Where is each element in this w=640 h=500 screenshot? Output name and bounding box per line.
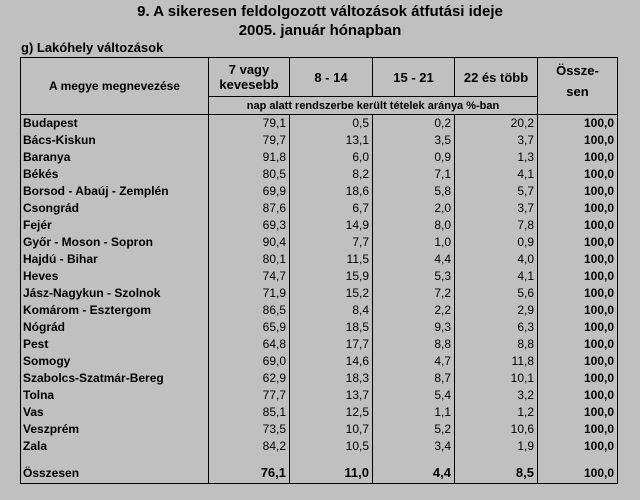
value-total: 100,0 bbox=[538, 353, 618, 370]
table-row bbox=[21, 149, 618, 166]
value-c4: 5,7 bbox=[455, 183, 538, 200]
value-total: 100,0 bbox=[538, 302, 618, 319]
value-total: 100,0 bbox=[538, 438, 618, 455]
value-c3: 5,4 bbox=[373, 387, 455, 404]
value-c2: 13,1 bbox=[290, 132, 373, 149]
value-c2: 10,7 bbox=[290, 421, 373, 438]
value-c1: 91,8 bbox=[209, 149, 290, 166]
value-c2: 6,7 bbox=[290, 200, 373, 217]
county-name: Heves bbox=[21, 268, 209, 285]
value-c1: 69,0 bbox=[209, 353, 290, 370]
county-name: Pest bbox=[21, 336, 209, 353]
total-c3: 4,4 bbox=[373, 463, 455, 484]
value-c2: 15,2 bbox=[290, 285, 373, 302]
data-table bbox=[20, 57, 618, 484]
value-c3: 0,9 bbox=[373, 149, 455, 166]
county-name: Komárom - Esztergom bbox=[21, 302, 209, 319]
spacer-row bbox=[21, 455, 618, 463]
table-row bbox=[21, 336, 618, 353]
header-county: A megye megnevezése bbox=[21, 58, 209, 115]
value-total: 100,0 bbox=[538, 217, 618, 234]
county-name: Csongrád bbox=[21, 200, 209, 217]
header-7-line1: 7 vagy bbox=[228, 62, 270, 77]
table-row bbox=[21, 200, 618, 217]
table-row bbox=[21, 353, 618, 370]
value-c2: 18,3 bbox=[290, 370, 373, 387]
value-c1: 73,5 bbox=[209, 421, 290, 438]
spacer-cell bbox=[21, 455, 209, 463]
value-c2: 8,4 bbox=[290, 302, 373, 319]
value-c2: 6,0 bbox=[290, 149, 373, 166]
value-c2: 0,5 bbox=[290, 115, 373, 133]
value-c4: 4,1 bbox=[455, 166, 538, 183]
value-c4: 3,7 bbox=[455, 132, 538, 149]
total-c2: 11,0 bbox=[290, 463, 373, 484]
value-total: 100,0 bbox=[538, 387, 618, 404]
header-22-plus: 22 és több bbox=[455, 58, 538, 97]
value-c4: 1,3 bbox=[455, 149, 538, 166]
value-c3: 7,1 bbox=[373, 166, 455, 183]
value-c4: 11,8 bbox=[455, 353, 538, 370]
value-c2: 12,5 bbox=[290, 404, 373, 421]
value-c1: 69,9 bbox=[209, 183, 290, 200]
value-total: 100,0 bbox=[538, 336, 618, 353]
value-c1: 79,1 bbox=[209, 115, 290, 133]
value-c4: 2,9 bbox=[455, 302, 538, 319]
value-c4: 3,2 bbox=[455, 387, 538, 404]
total-c1: 76,1 bbox=[209, 463, 290, 484]
value-total: 100,0 bbox=[538, 132, 618, 149]
value-total: 100,0 bbox=[538, 234, 618, 251]
table-row bbox=[21, 370, 618, 387]
value-c4: 3,7 bbox=[455, 200, 538, 217]
value-total: 100,0 bbox=[538, 149, 618, 166]
value-c4: 4,0 bbox=[455, 251, 538, 268]
value-c3: 3,5 bbox=[373, 132, 455, 149]
header-15-21: 15 - 21 bbox=[373, 58, 455, 97]
value-c3: 9,3 bbox=[373, 319, 455, 336]
spacer-cell bbox=[290, 455, 373, 463]
table-row bbox=[21, 268, 618, 285]
county-name: Zala bbox=[21, 438, 209, 455]
county-name: Tolna bbox=[21, 387, 209, 404]
value-c1: 85,1 bbox=[209, 404, 290, 421]
header-7-line2: kevesebb bbox=[219, 77, 279, 92]
section-label: g) Lakóhely változások bbox=[21, 40, 164, 55]
county-name: Fejér bbox=[21, 217, 209, 234]
total-label: Összesen bbox=[21, 463, 209, 484]
value-c4: 0,9 bbox=[455, 234, 538, 251]
value-c1: 74,7 bbox=[209, 268, 290, 285]
value-total: 100,0 bbox=[538, 404, 618, 421]
value-c4: 6,3 bbox=[455, 319, 538, 336]
table-body bbox=[21, 115, 618, 484]
header-8-14: 8 - 14 bbox=[290, 58, 373, 97]
value-c3: 8,8 bbox=[373, 336, 455, 353]
value-c3: 5,8 bbox=[373, 183, 455, 200]
value-c2: 11,5 bbox=[290, 251, 373, 268]
table-row bbox=[21, 319, 618, 336]
value-total: 100,0 bbox=[538, 421, 618, 438]
value-c4: 1,2 bbox=[455, 404, 538, 421]
county-name: Borsod - Abaúj - Zemplén bbox=[21, 183, 209, 200]
value-c2: 18,6 bbox=[290, 183, 373, 200]
value-total: 100,0 bbox=[538, 251, 618, 268]
value-total: 100,0 bbox=[538, 115, 618, 133]
value-c4: 5,6 bbox=[455, 285, 538, 302]
county-name: Nógrád bbox=[21, 319, 209, 336]
total-c4: 8,5 bbox=[455, 463, 538, 484]
county-name: Győr - Moson - Sopron bbox=[21, 234, 209, 251]
value-c3: 2,2 bbox=[373, 302, 455, 319]
county-name: Szabolcs-Szatmár-Bereg bbox=[21, 370, 209, 387]
value-total: 100,0 bbox=[538, 285, 618, 302]
value-c2: 14,6 bbox=[290, 353, 373, 370]
table-row bbox=[21, 438, 618, 455]
value-c2: 14,9 bbox=[290, 217, 373, 234]
value-c1: 62,9 bbox=[209, 370, 290, 387]
value-c2: 7,7 bbox=[290, 234, 373, 251]
spacer-cell bbox=[455, 455, 538, 463]
table-row bbox=[21, 115, 618, 133]
value-c1: 80,5 bbox=[209, 166, 290, 183]
value-c1: 86,5 bbox=[209, 302, 290, 319]
value-total: 100,0 bbox=[538, 319, 618, 336]
header-total bbox=[538, 58, 618, 115]
value-c3: 4,4 bbox=[373, 251, 455, 268]
value-c4: 20,2 bbox=[455, 115, 538, 133]
header-7-or-less bbox=[209, 58, 290, 97]
value-c3: 0,2 bbox=[373, 115, 455, 133]
spacer-cell bbox=[373, 455, 455, 463]
table-row bbox=[21, 421, 618, 438]
total-sum: 100,0 bbox=[538, 463, 618, 484]
value-c1: 79,7 bbox=[209, 132, 290, 149]
county-name: Bács-Kiskun bbox=[21, 132, 209, 149]
value-c1: 90,4 bbox=[209, 234, 290, 251]
table-row bbox=[21, 387, 618, 404]
unit-label: nap alatt rendszerbe került tételek aránya %-ban bbox=[209, 97, 538, 115]
value-c1: 69,3 bbox=[209, 217, 290, 234]
value-c3: 7,2 bbox=[373, 285, 455, 302]
county-name: Hajdú - Bihar bbox=[21, 251, 209, 268]
value-c2: 15,9 bbox=[290, 268, 373, 285]
value-c4: 4,1 bbox=[455, 268, 538, 285]
value-c1: 84,2 bbox=[209, 438, 290, 455]
county-name: Veszprém bbox=[21, 421, 209, 438]
value-c1: 80,1 bbox=[209, 251, 290, 268]
value-c1: 64,8 bbox=[209, 336, 290, 353]
county-name: Baranya bbox=[21, 149, 209, 166]
header-total-line2: sen bbox=[566, 84, 589, 99]
page-subtitle: 2005. január hónapban bbox=[238, 22, 402, 39]
value-c1: 71,9 bbox=[209, 285, 290, 302]
value-c3: 5,3 bbox=[373, 268, 455, 285]
county-name: Budapest bbox=[21, 115, 209, 133]
value-c3: 2,0 bbox=[373, 200, 455, 217]
value-c1: 87,6 bbox=[209, 200, 290, 217]
table-row bbox=[21, 217, 618, 234]
value-c3: 8,7 bbox=[373, 370, 455, 387]
value-c1: 77,7 bbox=[209, 387, 290, 404]
value-c3: 1,0 bbox=[373, 234, 455, 251]
table-row bbox=[21, 132, 618, 149]
table-row bbox=[21, 404, 618, 421]
table-row bbox=[21, 251, 618, 268]
total-row bbox=[21, 463, 618, 484]
value-total: 100,0 bbox=[538, 166, 618, 183]
value-c4: 1,9 bbox=[455, 438, 538, 455]
value-c3: 3,4 bbox=[373, 438, 455, 455]
table-row bbox=[21, 166, 618, 183]
page-title: 9. A sikeresen feldolgozott változások átfutási ideje bbox=[137, 3, 503, 20]
county-name: Somogy bbox=[21, 353, 209, 370]
table-row bbox=[21, 302, 618, 319]
spacer-cell bbox=[209, 455, 290, 463]
value-total: 100,0 bbox=[538, 370, 618, 387]
spacer-cell bbox=[538, 455, 618, 463]
value-total: 100,0 bbox=[538, 200, 618, 217]
value-c3: 8,0 bbox=[373, 217, 455, 234]
value-c3: 4,7 bbox=[373, 353, 455, 370]
table-row bbox=[21, 183, 618, 200]
value-c4: 10,6 bbox=[455, 421, 538, 438]
value-c2: 18,5 bbox=[290, 319, 373, 336]
county-name: Jász-Nagykun - Szolnok bbox=[21, 285, 209, 302]
value-total: 100,0 bbox=[538, 183, 618, 200]
value-total: 100,0 bbox=[538, 268, 618, 285]
value-c2: 8,2 bbox=[290, 166, 373, 183]
value-c2: 13,7 bbox=[290, 387, 373, 404]
header-total-line1: Össze- bbox=[556, 63, 599, 78]
value-c4: 7,8 bbox=[455, 217, 538, 234]
value-c1: 65,9 bbox=[209, 319, 290, 336]
value-c3: 1,1 bbox=[373, 404, 455, 421]
value-c2: 10,5 bbox=[290, 438, 373, 455]
value-c4: 8,8 bbox=[455, 336, 538, 353]
table-row bbox=[21, 234, 618, 251]
table-row bbox=[21, 285, 618, 302]
value-c2: 17,7 bbox=[290, 336, 373, 353]
value-c4: 10,1 bbox=[455, 370, 538, 387]
county-name: Békés bbox=[21, 166, 209, 183]
value-c3: 5,2 bbox=[373, 421, 455, 438]
county-name: Vas bbox=[21, 404, 209, 421]
